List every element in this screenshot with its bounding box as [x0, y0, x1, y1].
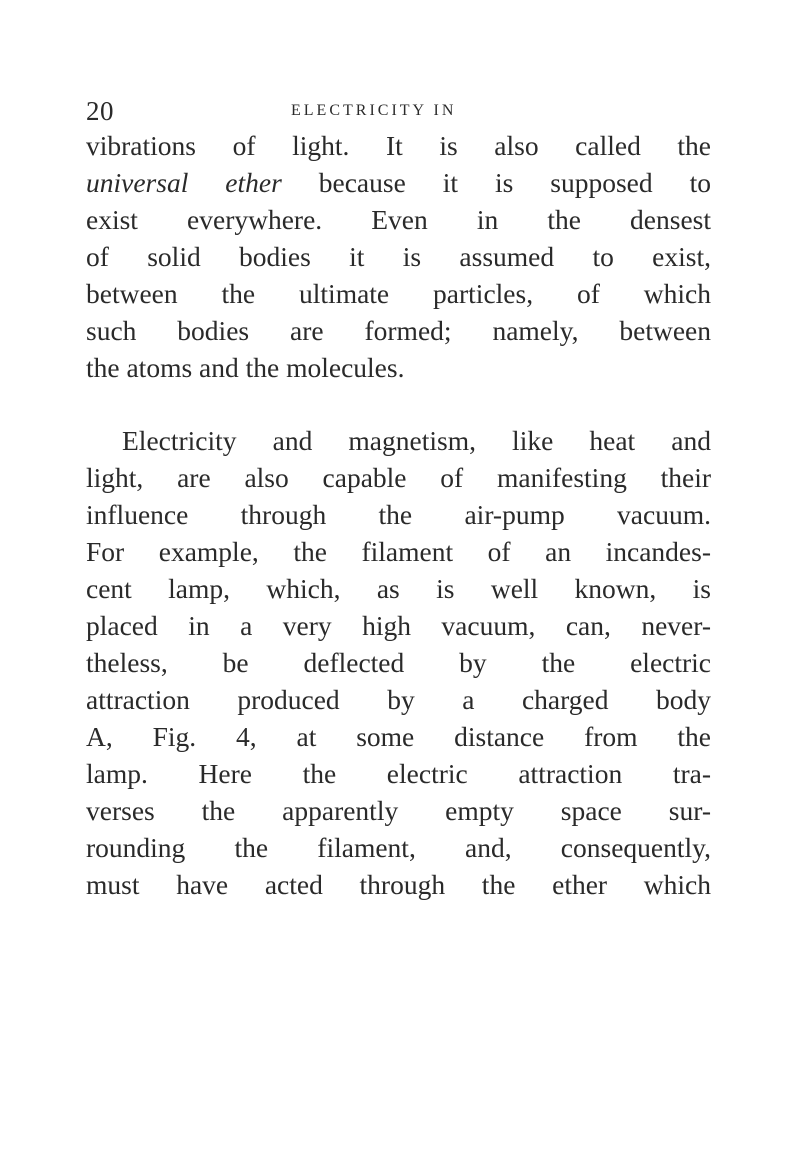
- text-line: of solid bodies it is assumed to exist,: [86, 241, 711, 272]
- text-line: placed in a very high vacuum, can, never-: [86, 610, 711, 641]
- text-line: influence through the air-pump vacuum.: [86, 499, 711, 530]
- text-line: For example, the filament of an incandes-: [86, 536, 711, 567]
- text-line: such bodies are formed; namely, between: [86, 315, 711, 346]
- text-line: verses the apparently empty space sur-: [86, 795, 711, 826]
- running-head: ELECTRICITY IN: [291, 102, 457, 119]
- text-line: the atoms and the molecules.: [86, 352, 405, 383]
- text-line: attraction produced by a charged body: [86, 684, 711, 715]
- text-line: light, are also capable of manifesting their: [86, 462, 711, 493]
- text-line: theless, be deflected by the electric: [86, 647, 711, 678]
- text-line: lamp. Here the electric attraction tra-: [86, 758, 711, 789]
- text-line: rounding the filament, and, consequently,: [86, 832, 711, 863]
- paragraph-1: [86, 127, 711, 386]
- text-line: A, Fig. 4, at some distance from the: [86, 721, 711, 752]
- text-line: must have acted through the ether which: [86, 869, 711, 900]
- text-line: cent lamp, which, as is well known, is: [86, 573, 711, 604]
- text-line: vibrations of light. It is also called the: [86, 130, 711, 161]
- text-fragment: because it is supposed to: [281, 167, 711, 198]
- text-line: exist everywhere. Even in the densest: [86, 204, 711, 235]
- paragraph-2: [86, 422, 711, 903]
- body-text: [86, 127, 711, 903]
- text-line: Electricity and magnetism, like heat and: [122, 425, 711, 456]
- text-line: [86, 164, 711, 201]
- emphasis-term: universal ether: [86, 167, 282, 198]
- text-line: between the ultimate particles, of which: [86, 278, 711, 309]
- paragraph-gap: [86, 386, 711, 422]
- page-number: 20: [86, 96, 114, 126]
